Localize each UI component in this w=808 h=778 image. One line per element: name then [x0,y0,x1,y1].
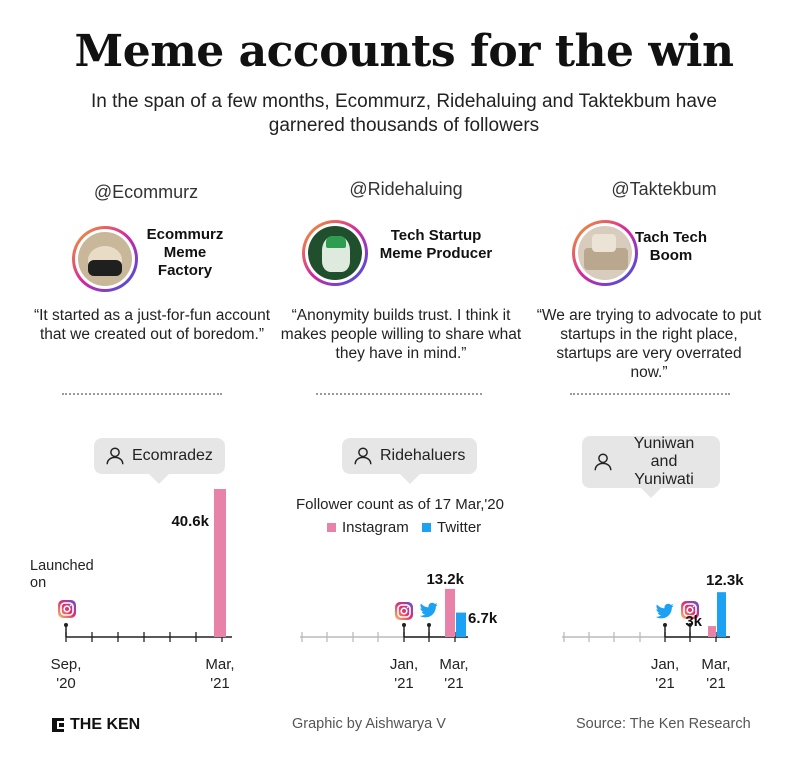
x-tick-label: Jan, '21 [650,656,680,692]
twitter-icon [420,603,438,618]
bar [456,613,466,637]
page-title: Meme accounts for the win [74,26,734,77]
chart-note: Follower count as of 17 Mar,'20 [296,496,504,513]
x-tick-label: Mar, '21 [439,656,469,692]
bar [717,592,726,637]
bar-value-label: 13.2k [426,571,464,588]
handle-ecommurz: @Ecommurz [93,182,199,202]
brand-logo [50,716,140,734]
source: Source: The Ken Research [576,716,751,732]
twitter-icon [656,604,674,619]
founder-name: Ridehaluers [380,447,466,464]
launch-marker-dot [663,623,667,627]
handle-ridehaluing: @Ridehaluing [349,179,463,199]
page-subtitle: In the span of a few months, Ecommurz, Ridehaluing and Taktekbum have garnered thousands of followers [91,91,717,136]
x-tick-label: Jan, '21 [389,656,419,692]
credit: Graphic by Aishwarya V [292,716,446,732]
founder-name: Ecomradez [132,447,213,464]
launched-label: Launched on [30,558,94,591]
instagram-icon [395,602,413,620]
launch-marker-dot [427,623,431,627]
launch-marker-dot [402,623,406,627]
account-name-ecommurz: Ecommurz Meme Factory [146,226,224,279]
account-name-taktekbum: Tach Tech Boom [635,229,707,264]
bar-value-label: 40.6k [171,513,209,530]
founder-name: Yuniwan and Yuniwati [633,435,695,488]
x-tick-label: Mar, '21 [701,656,731,692]
quote-ecommurz: “It started as a just-for-fun account that we created out of boredom.” [33,307,271,343]
brand-name: THE KEN [70,716,141,733]
bar-value-label: 3k [685,613,702,630]
legend-label: Twitter [437,519,482,536]
handle-taktekbum: @Taktekbum [611,179,717,199]
x-tick-label: Sep, '20 [50,656,82,692]
bar-value-label: 6.7k [468,610,498,627]
bar [214,489,226,637]
launch-marker-dot [64,623,68,627]
ken-logo-icon [50,717,66,733]
quote-ridehaluing: “Anonymity builds trust. I think it makes people willing to share what they have in mind.” [280,307,522,362]
instagram-icon [58,600,76,618]
bar [445,589,455,637]
bar-value-label: 12.3k [706,572,744,589]
legend-label: Instagram [342,519,409,536]
x-tick-label: Mar, '21 [205,656,235,692]
bar [708,626,716,637]
account-name-ridehaluing: Tech Startup Meme Producer [379,227,493,262]
quote-taktekbum: “We are trying to advocate to put startups in the right place, startups are very overrated now.” [536,307,762,381]
